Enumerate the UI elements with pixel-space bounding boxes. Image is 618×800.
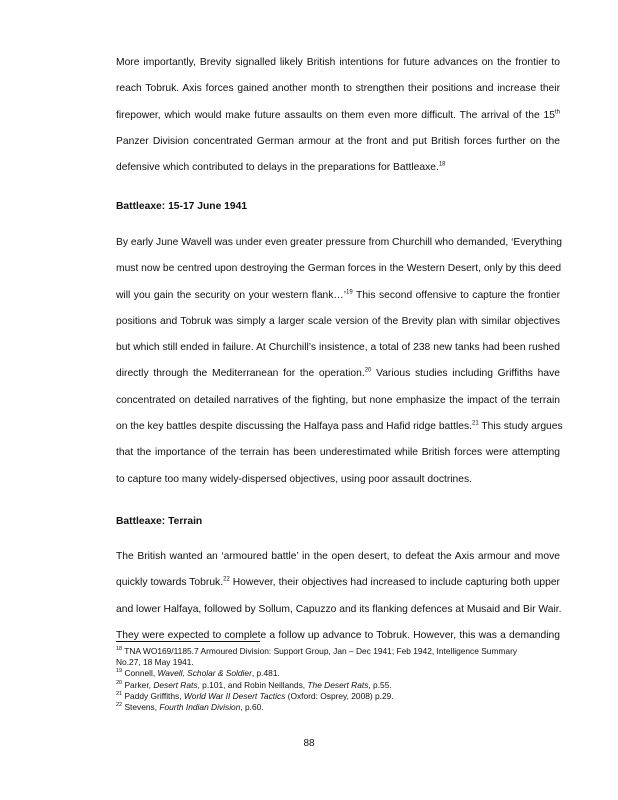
section-heading-terrain: Battleaxe: Terrain (116, 516, 203, 527)
text-line (116, 155, 560, 181)
text-line: They were expected to complete a follow up advance to Tobruk. However, this was a demanding (116, 629, 560, 641)
text-line: concentrated on detailed narratives of the fighting, but none emphasize the impact of the terrain (116, 394, 560, 406)
text-line (116, 570, 560, 596)
footnotes (116, 646, 576, 713)
footnote-title: Fourth Indian Division (159, 702, 241, 713)
footnote-title: The Desert Rats (307, 679, 369, 690)
footnote-20 (116, 680, 576, 691)
footnote-ref[interactable]: 19 (346, 289, 353, 296)
text-line: reach Tobruk. Axis forces gained another month to strengthen their positions and increase their (116, 83, 560, 95)
footnote-18 (116, 646, 576, 657)
footnote-ref[interactable]: 21 (472, 420, 479, 427)
footnote-text: Parker, (122, 679, 154, 690)
text-line: More importantly, Brevity signalled likely British intentions for future advances on the frontier to (116, 57, 560, 68)
footnote-title: Desert Rats (153, 679, 198, 690)
footnote-text: No.27, 18 May 1941. (116, 657, 194, 668)
footnote-text: , p.481. (251, 668, 280, 679)
text-run: firepower, which would make future assaults on them even more difficult. The arrival of the 15 (116, 109, 555, 121)
footnote-19 (116, 668, 576, 679)
text-line: positions and Tobruk was simply a larger scale version of the Brevity plan with similar objectives (116, 315, 560, 327)
text-run: on the key battles despite discussing the Halfaya pass and Hafid ridge battles. (116, 421, 473, 433)
footnote-text: , p.101, and Robin Neillands, (197, 679, 308, 690)
text-line: but which still ended in failure. At Churchill’s insistence, a total of 238 new tanks had been rushed (116, 342, 560, 354)
paragraph-battleaxe (116, 230, 563, 493)
text-line: must now be centred upon destroying the German forces in the Western Desert, only by this deed (116, 263, 562, 275)
footnote-18-cont (116, 657, 576, 668)
footnote-title: Wavell, Scholar & Soldier (157, 668, 252, 679)
text-line: The British wanted an ‘armoured battle’ in the open desert, to defeat the Axis armour and move (116, 551, 560, 562)
footnote-text: Stevens, (122, 702, 160, 713)
text-line: By early June Wavell was under even greater pressure from Churchill who demanded, ‘Everything (116, 237, 563, 248)
footnote-ref[interactable]: 20 (364, 368, 372, 375)
superscript: th (554, 109, 560, 116)
text-run: directly through the Mediterranean for the operation. (116, 368, 365, 380)
text-line (116, 414, 563, 440)
footnote-title: World War II Desert Tactics (183, 690, 286, 701)
section-heading-battleaxe: Battleaxe: 15-17 June 1941 (116, 201, 248, 212)
footnote-number: 19 (116, 668, 123, 675)
page-number: 88 (303, 738, 315, 749)
footnote-22 (116, 702, 576, 713)
text-run: However, their objectives had increased to include capturing both upper (229, 577, 560, 589)
footnote-21 (116, 691, 576, 702)
text-run: Various studies including Griffiths have (371, 368, 560, 380)
text-line (116, 103, 560, 129)
text-run: quickly towards Tobruk. (116, 577, 224, 589)
footnote-text: Paddy Griffiths, (122, 690, 184, 701)
text-run: This second offensive to capture the frontier (352, 289, 560, 301)
footnote-number: 18 (116, 646, 123, 653)
paragraph-brevity-consequences (116, 50, 560, 181)
footnote-ref[interactable]: 22 (223, 576, 230, 583)
footnote-number: 20 (116, 679, 123, 686)
footnote-text: Connell, (122, 668, 158, 679)
footnote-ref[interactable]: 18 (438, 161, 446, 168)
footnote-number: 22 (116, 702, 123, 709)
footnote-separator (116, 641, 260, 642)
footnote-text: , p.60. (240, 702, 264, 713)
text-line: that the importance of the terrain has been underestimated while British forces were attempting (116, 447, 560, 459)
text-line: to capture too many widely-dispersed objectives, using poor assault doctrines. (116, 473, 473, 485)
text-line (116, 283, 560, 309)
footnote-text: (Oxford: Osprey, 2008) p.29. (285, 690, 394, 701)
text-line (116, 361, 560, 387)
text-run: defensive which contributed to delays in the preparations for Battleaxe. (116, 162, 439, 174)
text-run: This study argues (478, 421, 563, 433)
paragraph-terrain (116, 544, 560, 649)
text-line: Panzer Division concentrated German armour at the front and put British forces further on the (116, 135, 560, 147)
footnote-text: TNA WO169/1185.7 Armoured Division: Support Group, Jan – Dec 1941; Feb 1942, Intelligence Summary (122, 646, 518, 656)
footnote-text: , p.55. (368, 679, 392, 690)
text-run: will you gain the security on your western flank…’ (116, 289, 347, 301)
text-line: and lower Halfaya, followed by Sollum, Capuzzo and its flanking defences at Musaid and Bir Wair. (116, 603, 562, 615)
footnote-number: 21 (116, 691, 123, 698)
